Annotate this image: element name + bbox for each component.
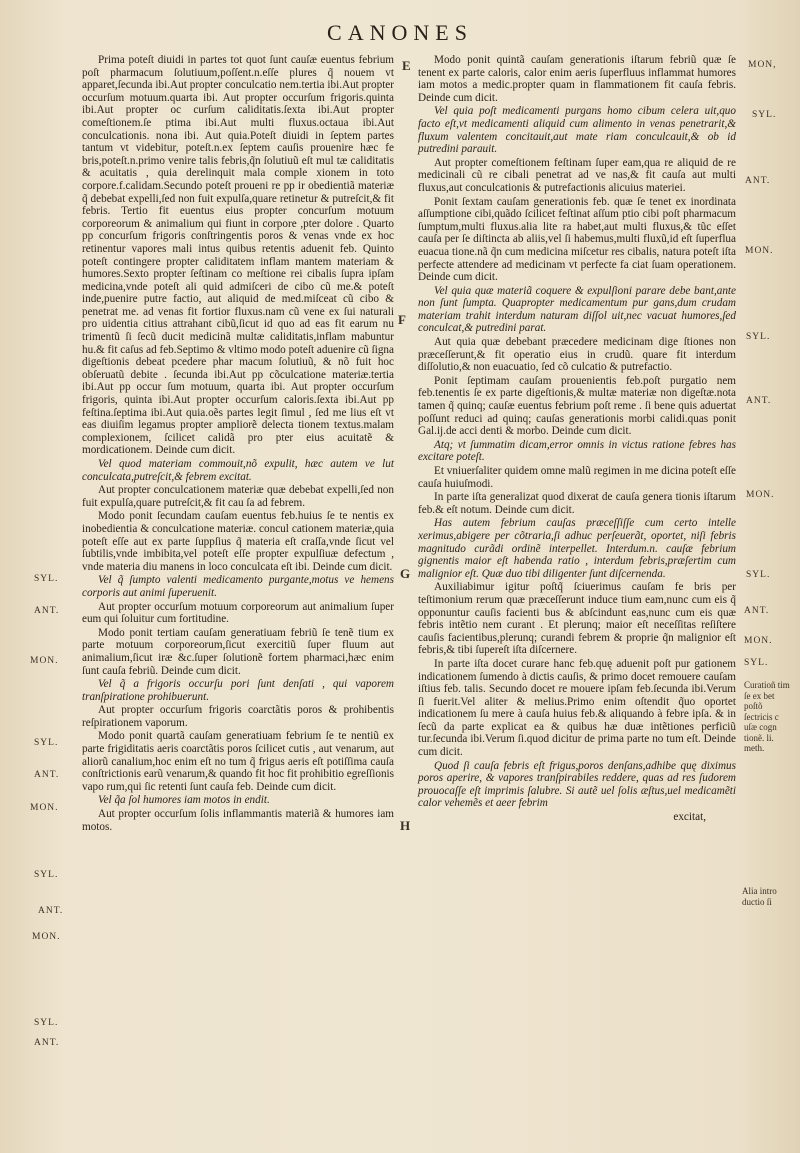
paragraph: Aut propter occurſum frigoris coarctãtis poros & prohibentis reſpirationem vaporum. [82,704,394,729]
paragraph: Vel quod materiam commouit,nõ expulit, hæc autem ve lut conculcata,putreſcit,& febrem excitat. [82,458,394,483]
paragraph: Has autem febrium cauſas præceſſiſſe cum certo intelle xerimus,abigere per cõtraria,ſi adhuc perſeuerãt, oportet, niſi febris magnitudo curãdi ordinẽ interpellet. Interdum.n. cauſæ febrium gignentis maior eſt habenda ratio , interdum febris,præſertim cum malignior eſt. Quæ duo tibi diligenter ſunt diſcernenda. [418,517,736,580]
paragraph: Prima poteſt diuidi in partes tot quot ſunt cauſæ euentus febrium poſt pharmacum ſolutiuum,poſſent.n.eſſe plures q̃ nouem vt apparet,ſecunda ibi.Aut propter conculcatio nem.tertia ibi.Aut propter occurſum motuum.quarta ibi. Aut propter occurſum frigoris.quinta ibi.Aut propter oc curſum caliditatis.ſexta ibi.Aut propter comeſtionem.ſe ptima ibi.Aut multi fluxus.octaua ibi.Aut conculcationis. nona ibi. Aut quia.Poteſt diuidi in ſeptem partes tantum vt videbitur, poteſt.n.ex ſeptem cauſis prouenire hæc fe bris,poteſt.n.primo venire talis febris,q̃n ſolutiuũ eſt mul tæ caliditatis & acuitatis , quia derelinquit mala comple xionem in toto corpore.f.calidam.Secundo poteſt proueni re pp ir obedientiã materiæ q̃ debebat expelli,ſed non fuit expulſa,quare retinetur & putreſcit,& fit febris. Tertio fit euentus eius propter concurſum motuum corporeorum & animalium qui fiunt in corpore ,pter dolore . Quarto pp concurſum frigoris conſtringentis poros & venas vnde ex hoc retinentur vapores mali intus quibus retentis aduenit feb. Quinto poteſt contingere propter caliditatem inflam mantem materiam & humores.Sexto propter ſeſtinam co meſtione rei cibalis ſupra ipſam medicina,vnde poteſt ali quid admiſceri de cibo cũ me.& poteſt inde,puenire putre factio, aut aliquid de med.miſceat cũ cibo & penetrat me. ad venas fit fortior fluxus.nam cũ vene ex ſui naturali pro uidentia citius attrahant cibũ,ſicut id quo ad eas fit earum nu trimentũ ſi ſecũ ducit medicinã multæ caliditatis,inflam mabuntur hu.& fit caſus ad feb.Septimo & vltimo modo poteſt aduenire cũ ſigna digeſtionis debeat pcedere phar macum ſolutiuũ, & nõ fuit hoc obſeruatũ debite . ſecunda ibi.Aut pp cõculcatione materiæ.tertia ibi.Aut pp occur ſum motuum, quarta ibi. Aut propter occurſum frigoris, quinta ibi.Aut propter occurſum caloris.ſexta ibi.Aut pp feſtina.ſeptima ibi.Aut quia.oẽs partes legit ſimul , ſed me lius eſt vt eas diuiſim legamus propter ampliorẽ delecta tionem textus.malam complexionem, ſcilicet calidã pro pter eius acuitatẽ & mordicationem. Deinde cum dicit. [82,54,394,457]
paragraph: Vel q̃ a frigoris occurſu pori ſunt denſati , qui vaporem tranſpiratione prohibuerunt. [82,678,394,703]
paragraph: In parte iſta generalizat quod dixerat de cauſa genera tionis iſtarum feb.& eſt notum. Deinde cum dicit. [418,491,736,516]
margin-label: SYL. [34,574,59,584]
right-column [418,54,736,825]
paragraph: Ponit ſextam cauſam generationis feb. quæ ſe tenet ex inordinata aſſumptione cibi,quãdo ſcilicet feſtinat aſſum ptio cibi poſt pharmacum ſumptum,multi fluxus.alia lite ra habet,aut multi fluxus,& tũc eſſet cauſa per ſe diſtincta ab aliis,vel ſi habemus,multi fluxũ,id eſt ſuperflua euacua tione.nã q̃n cum medicina miſcetur res cibalis, natura poteſt iſta perfecte attendere ad medicinam vt perfecte fa ciat ſuam operationem. Deinde cum dicit. [418,195,736,284]
paragraph: Vel q̃a ſol humores iam motos in endit. [98,794,270,807]
margin-label: ANT. [745,176,771,186]
paragraph: Vel quia quæ materiã coquere & expulſioni parare debe bant,ante non ſunt ſumpta. Quapropter medicamentum pur gans,dum crudam materiam trahit interdum naturam diſſol uit,nec vacuat humores,ſed conculcat,& putredini parat. [418,284,736,335]
paragraph: Modo ponit quartã cauſam generatiuam febrium ſe te nentiũ ex parte frigiditatis aeris coarctãtis poros ſcilicet cutis , aut venarum, aut aliorũ canalium,hoc enim eſt no tum q̃ frigus aeris eſt potiſſima cauſa conſtrictionis earũ venarum,& quando fit hoc fit prohibitio egreſſionis vapo rum,qui ſic retenti ſunt cauſa feb. Deinde cum dicit. [82,730,394,793]
margin-label: ANT. [34,1038,60,1048]
side-note: Alia intro ductio ſi [742,886,777,907]
paragraph: Aut quia quæ debebant præcedere medicinam dige ſtiones non præceſſerunt,& fit operatio eius in crudũ. quare fit interdum diſſolutio,& non euacuatio, ſed cõ culcatio & putrefactio. [418,336,736,374]
margin-label: MON. [744,636,773,646]
side-note: Curatioñ tim ſe ex bet poſtõ ſectricis c uſæ cogn tionẽ. li. meth. [744,680,790,753]
paragraph: Modo ponit quintã cauſam generationis iſtarum febriũ quæ ſe tenent ex parte caloris, calor enim aeris ſuperfluus inflammat humores iam motos a medic.propter quam in flammationem fit cauſa febris. Deinde cum dicit. [418,54,736,104]
paragraph: Auxiliabimur igitur poſtq̃ ſciuerimus cauſam fe bris per teſtimonium rerum quæ præceſſerunt induce tium eam,nunc cum eis q̃ opponuntur cauſis facienti bus & abſcindunt eas,nunc cum eis quæ febris intẽtio nem curant . Et plerunq; maior eſt neceſſitas reſiſtere cauſis facientibus,plerunq; curandi febrem & proprie q̃n malignior eſt febris,& tibi ſupereſt iſta diſcernere. [418,581,736,657]
margin-label: MON. [745,246,774,256]
paragraph: Modo ponit ſecundam cauſam euentus feb.huius ſe te nentis ex inobedientia & conculcatione materiæ. concul cationem materiæ,quia poteſt eſſe aut ex parte ſuppſius q̃ materia eſt craſſa,vnde ſicut vel ſubtilis,vnde imbibita,vel poteſt eſſe propter expulſiuæ defectum , vnde materia diu manens in loco conculcata eſt ibi. Deinde cum dicit. [82,510,394,573]
paragraph: Quod ſi cauſa febris eſt frigus,poros denſans,adhibe quę diximus poros aperire, & vapores tranſpirabiles reddere, quas ad res ſudorem prouocaſſe eſt imprimis ſalubre. Si autẽ uel ſolis æſtus,uel medicamẽti calor vehemẽs et aeer febrim [418,759,736,810]
paragraph: Atq; vt ſummatim dicam,error omnis in victus ratione febres has excitare poteſt. [418,438,736,464]
paragraph: Aut propter occurſum motuum corporeorum aut animalium ſuper eum qui ſoluitur cum fortitudine. [82,600,394,626]
margin-label: SYL. [34,738,59,748]
margin-label: MON, [748,60,777,70]
left-column [82,54,394,834]
paragraph: In parte iſta docet curare hanc feb.quę aduenit poſt pur gationem indicationem ſumendo à dictis cauſis, & primo docet remouere cauſam iſtius feb. talis. Secundo docet re mouere ipſam feb.ſecunda ibi.Verum ſi fuerit.Vel aliter & melius.Primo enim oſtendit q̃uo oportet indicationem ſu mere à cauſa huius feb.& aliquando à febre ipſa. & in ſecũ da parte explicat ea & quibus hæ duæ intẽtiones perficiũ tur.ſecunda ibi.Verum ſi.quod dicitur de prima parte no tum eſt. Deinde cum dicit. [418,657,736,759]
margin-label: ANT. [744,606,770,616]
catchword: excitat, [673,811,706,824]
margin-label: ANT. [34,770,60,780]
margin-label: SYL. [34,870,59,880]
paragraph: Vel quia poſt medicamenti purgans homo cibum celera uit,quo facto eſt,vt medicamenti aliquid cum alimento in venas penetrarit,& fluxum valentem concitauit,aut mate riam conculcauit,& ob id putredini parauit. [418,105,736,156]
margin-label: SYL. [746,332,771,342]
paragraph: Modo ponit tertiam cauſam generatiuam febriũ ſe tenẽ tium ex parte motuum corporeorum,ſicut exercitiũ ſuper fluum aut animalium,ſicut iræ &c.ſuper ſolutionẽ fortem pharmaci,hæc enim ſunt cauſa febriũ. Deinde cum dicit. [82,626,394,677]
margin-label: ANT. [34,606,60,616]
margin-label: SYL. [34,1018,59,1028]
paragraph: Et vniuerſaliter quidem omne malũ regimen in me dicina poteſt eſſe cauſa huiuſmodi. [418,465,736,490]
paragraph: Aut propter occurſum ſolis inflammantis materiã & humores iam motos. [82,808,394,833]
margin-label: SYL. [752,110,777,120]
paragraph: Aut propter comeſtionem feſtinam ſuper eam,qua re aliquid de re medicinali cũ re cibali penetrat ad ve nas,& fit cauſa aut multi fluxus,aut conculcationis & putrefactionis alicuius materiei. [418,156,736,194]
margin-label: SYL. [746,570,771,580]
margin-label: MON. [30,656,59,666]
margin-label: ANT. [746,396,772,406]
section-letter: E [402,58,411,73]
paragraph: Vel q̃ ſumpto valenti medicamento purgante,motus ve hemens corporis aut animi ſuperuenit. [82,574,394,599]
margin-label: SYL. [744,658,769,668]
section-letter: F [398,312,406,327]
margin-label: MON. [30,803,59,813]
section-letter: G [400,566,411,581]
paragraph: Ponit ſeptimam cauſam prouenientis feb.poſt purgatio nem feb.tenentis ſe ex parte digeſtionis,& multæ materiæ non digeſtæ.nota tamen q̃ quinq; cauſæ euentus febrium poſt reme . ſi bene quis aduertat poſſunt reduci ad quinq; cauſas generationis morbi calidi.quas ponit Gal.ij.de acci denti & morbo. Deinde cum dicit. [418,374,736,438]
margin-label: MON. [746,490,775,500]
margin-label: ANT. [38,906,64,916]
margin-label: MON. [32,932,61,942]
paragraph: Aut propter conculcationem materiæ quæ debebat expelli,ſed non fuit expulſa,quare putreſcit,& fit cau ſa ad febrem. [82,484,394,509]
running-header: CANONES [327,20,473,45]
section-letter: H [400,818,411,833]
